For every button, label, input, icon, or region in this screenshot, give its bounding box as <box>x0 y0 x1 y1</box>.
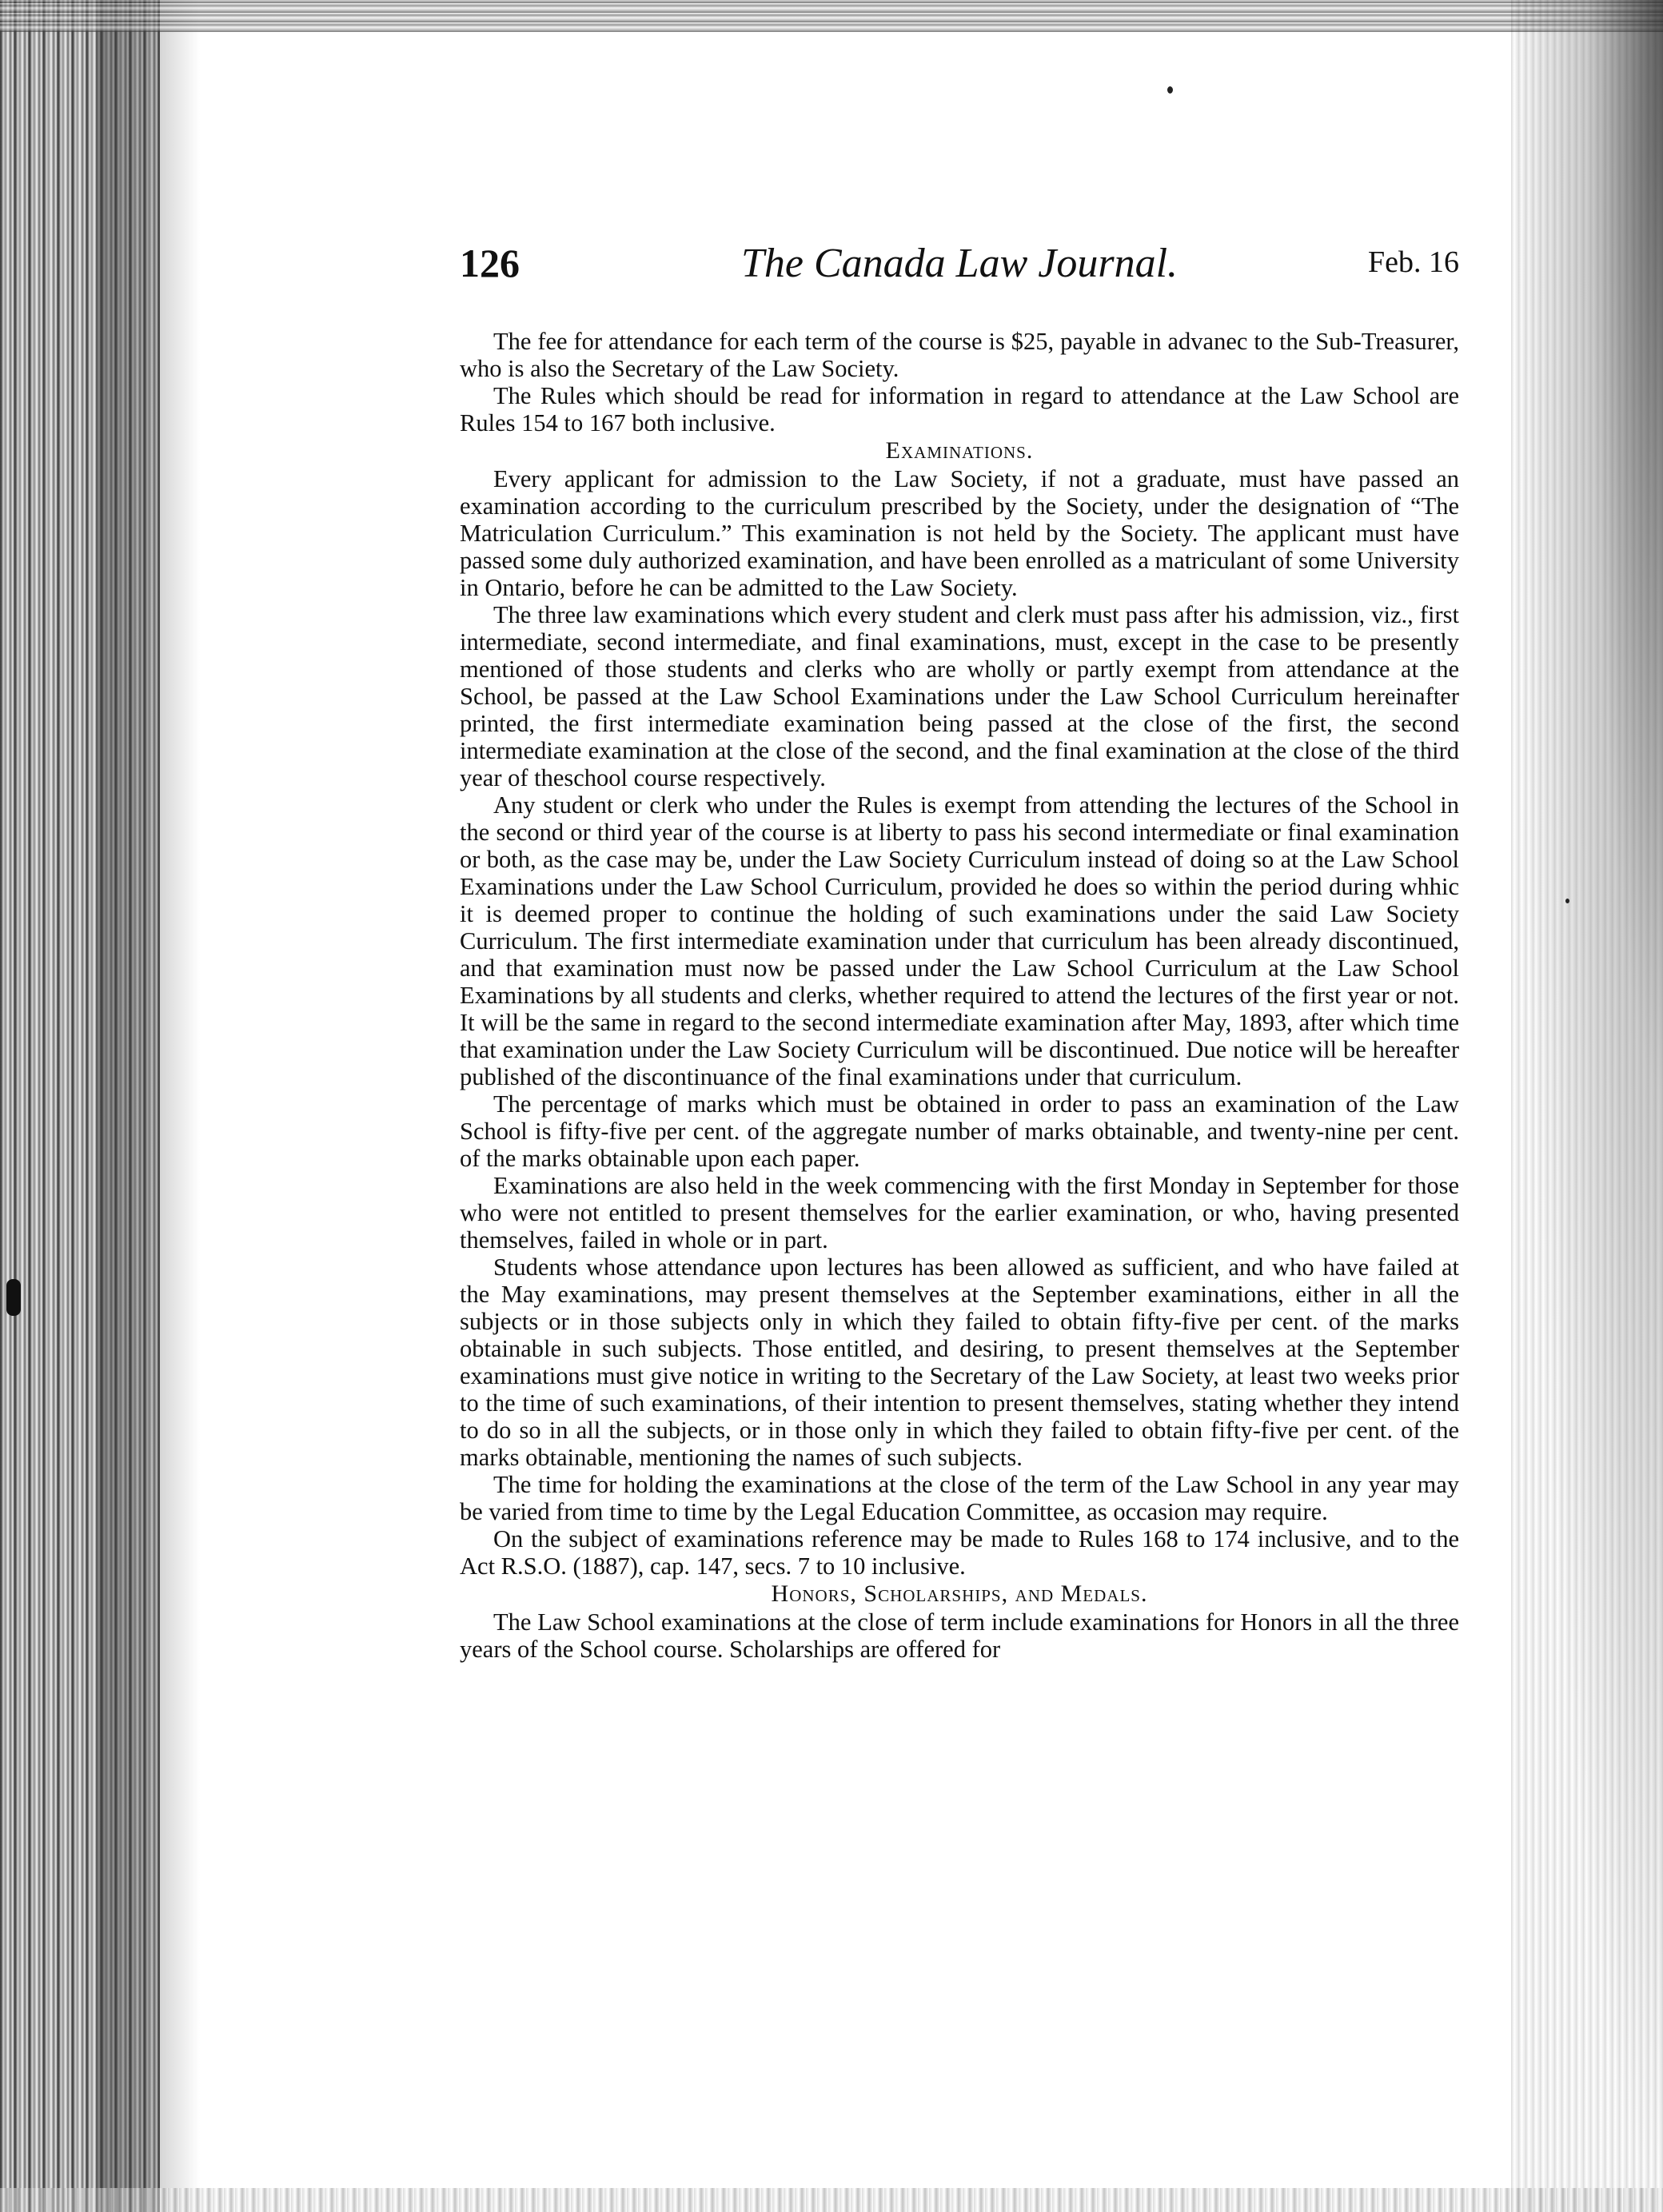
paragraph: Examinations are also held in the week commencing with the first Monday in September for those who were not entitled to present themselves for the earlier examination, or who, having presented themselves, failed in whole or in part. <box>460 1172 1459 1253</box>
paragraph: The Rules which should be read for information in regard to attendance at the Law School are Rules 154 to 167 both inclusive. <box>460 382 1459 436</box>
binder-clip-mark <box>6 1279 21 1316</box>
paragraph: Every applicant for admission to the Law Society, if not a graduate, must have passed an examination according to the curriculum prescribed by the Society, under the designation of “The Matriculation Curriculum.” This examination is not held by the Society. The applicant must have passed some duly authorized examination, and have been enrolled as a matriculant of some University in Ontario, before he can be admitted to the Law Society. <box>460 465 1459 601</box>
paragraph: Any student or clerk who under the Rules is exempt from attending the lectures of the School in the second or third year of the course is at liberty to pass his second intermediate or final examination or both, as the case may be, under the Law Society Curriculum instead of doing so at the Law School Examinations under the Law School Curriculum, provided he does so within the period during whhic it is deemed proper to continue the holding of such examinations under the said Law Society Curriculum. The first intermediate examination under that curriculum has been already discontinued, and that examination must now be passed under the Law School Curriculum at the Law School Examinations by all students and clerks, whether required to attend the lectures of the first year or not. It will be the same in regard to the second intermediate examination after May, 1893, after which time that examination under the Law Society Curriculum will be discontinued. Due notice will be hereafter published of the discontinuance of the final examinations under that curriculum. <box>460 791 1459 1090</box>
paragraph: The three law examinations which every student and clerk must pass after his admission, viz., first intermediate, second intermediate, and final examinations, must, except in the case to be presently mentioned of those students and clerks who are wholly or partly exempt from attendance at the School, be passed at the Law School Examinations under the Law School Curriculum hereinafter printed, the first intermediate examination being passed at the close of the first, the second intermediate examination at the close of the second, and the final examination at the close of the third year of theschool course respectively. <box>460 601 1459 791</box>
paragraph: The percentage of marks which must be obtained in order to pass an examination of the Law School is fifty-five per cent. of the aggregate number of marks obtainable, and twenty-nine per cent. of the marks obtainable upon each paper. <box>460 1090 1459 1172</box>
scan-shadow-left-fade <box>96 0 200 2212</box>
speck-mark <box>1565 899 1569 903</box>
journal-page <box>460 240 1459 2015</box>
running-head <box>460 240 1459 296</box>
paragraph: The Law School examinations at the close of term include examinations for Honors in all the three years of the School course. Scholarships are offered for <box>460 1608 1459 1663</box>
journal-title: The Canada Law Journal. <box>740 241 1178 286</box>
scan-shadow-right <box>1511 0 1663 2212</box>
article-body <box>460 328 1459 1663</box>
paragraph: On the subject of examinations reference may be made to Rules 168 to 174 inclusive, and to the Act R.S.O. (1887), cap. 147, secs. 7 to 10 inclusive. <box>460 1525 1459 1580</box>
issue-date: Feb. 16 <box>1368 245 1459 279</box>
scan-shadow-top <box>0 0 1663 32</box>
paragraph: The time for holding the examinations at the close of the term of the Law School in any year may be varied from time to time by the Legal Education Committee, as occasion may require. <box>460 1471 1459 1525</box>
paragraph: Students whose attendance upon lectures has been allowed as sufficient, and who have failed at the May examinations, may present themselves at the September examinations, either in all the subjects or in those subjects only in which they failed to obtain fifty-five per cent. of the marks obtainable in such subjects. Those entitled, and desiring, to present themselves at the September examinations must give notice in writing to the Secretary of the Law Society, at least two weeks prior to the time of such examinations, of their intention to present themselves, stating whether they intend to do so in all the subjects, or in those only in which they failed to obtain fifty-five per cent. of the marks obtainable, mentioning the names of such subjects. <box>460 1253 1459 1471</box>
paragraph: The fee for attendance for each term of the course is $25, payable in advanec to the Sub-Treasurer, who is also the Secretary of the Law Society. <box>460 328 1459 382</box>
scan-shadow-bottom <box>0 2188 1663 2212</box>
speck-mark <box>1167 86 1173 94</box>
section-heading-examinations: Examinations. <box>885 437 1034 464</box>
page-number: 126 <box>460 241 520 285</box>
section-heading-honors: Honors, Scholarships, and Medals. <box>771 1580 1148 1607</box>
